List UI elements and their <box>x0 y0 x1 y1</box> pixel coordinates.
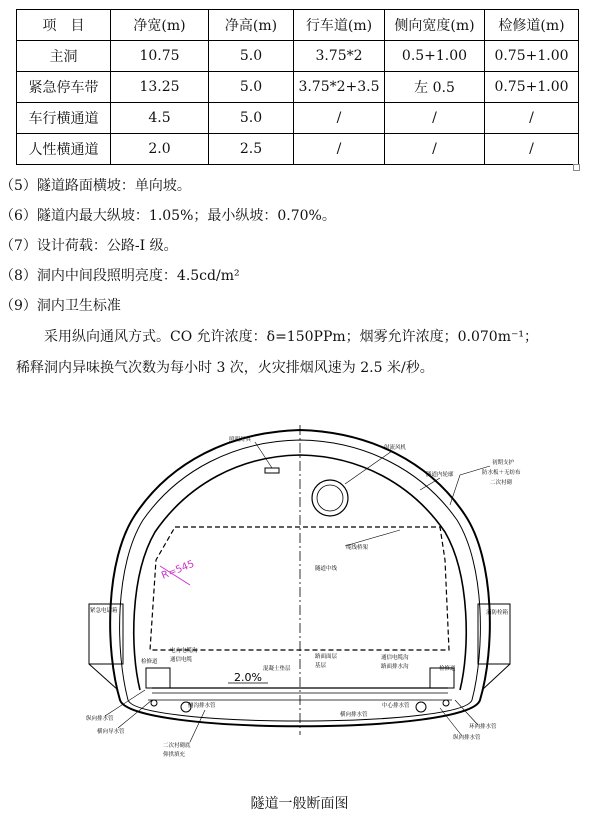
jet-fan-inner <box>317 485 343 511</box>
header-lateral-width: 侧向宽度(m) <box>385 10 485 41</box>
table-cell: / <box>385 103 485 134</box>
label-support-2: 二次衬砌 <box>490 480 513 486</box>
radius-label: R=545 <box>160 558 197 582</box>
label-cable-tray: 缆线桥架 <box>346 545 369 551</box>
right-drain-pipe <box>416 702 426 712</box>
left-service-walk <box>146 668 170 688</box>
table-cell: 2.5 <box>209 134 294 165</box>
paragraph-hygiene-title: （9）洞内卫生标准 <box>0 298 121 314</box>
label-pavement: 路面面层 <box>315 654 338 660</box>
label-right-curb: 检修道 <box>439 666 456 672</box>
leader-fan <box>345 451 392 484</box>
right-small-pipe <box>443 700 449 706</box>
label-right-cable: 通信电缆沟 <box>381 655 409 661</box>
label-bottom-left-3: 二次衬砌底 <box>163 743 191 749</box>
leader-lamp <box>255 442 272 468</box>
table-cell: 5.0 <box>209 103 294 134</box>
label-left-curb: 检修道 <box>141 659 158 665</box>
left-small-pipe <box>151 700 157 706</box>
label-center-line: 隧道中线 <box>315 566 338 572</box>
label-right-box: 消防栓箱 <box>486 610 509 616</box>
table-cell: 0.5+1.00 <box>385 41 485 72</box>
lamp-icon <box>265 468 279 473</box>
label-lining: 隧道内轮廓 <box>426 472 454 478</box>
header-net-height: 净高(m) <box>209 10 294 41</box>
slope-label: 2.0% <box>234 671 262 684</box>
header-service-walk: 检修道(m) <box>485 10 579 41</box>
leader-lining <box>420 478 440 490</box>
header-net-width: 净宽(m) <box>111 10 209 41</box>
table-cell: 5.0 <box>209 72 294 103</box>
paragraph-cross-slope: （5）隧道路面横坡：单向坡。 <box>0 178 191 194</box>
label-left-box: 紧急电话箱 <box>90 608 118 614</box>
label-subbase: 混凝土垫层 <box>263 666 291 672</box>
table-cell: 主洞 <box>17 41 111 72</box>
label-bottom-left-1: 纵向排水管 <box>86 716 114 722</box>
table-cell: 2.0 <box>111 134 209 165</box>
label-bottom-mid: 横向排水管 <box>340 712 368 718</box>
label-support-title: 初期支护 <box>492 460 515 466</box>
figure-caption: 隧道一般断面图 <box>250 796 349 812</box>
label-bottom-left-2: 横向导水管 <box>97 729 125 735</box>
table-cell: 4.5 <box>111 103 209 134</box>
table-cell: 左 0.5 <box>385 72 485 103</box>
table-cell: / <box>294 134 385 165</box>
table-cell: 车行横通道 <box>17 103 111 134</box>
label-right-drain2: 中心排水管 <box>382 703 410 709</box>
table-cell: 3.75*2+3.5 <box>294 72 385 103</box>
table-cell: / <box>385 134 485 165</box>
label-left-drain: 侧沟排水管 <box>188 703 216 709</box>
table-cell: 3.75*2 <box>294 41 385 72</box>
label-fan: 射流风机 <box>384 445 407 451</box>
paragraph-smoke-exhaust: 稀释洞内异味换气次数为每小时 3 次，火灾排烟风速为 2.5 米/秒。 <box>16 360 434 376</box>
label-right-drain: 路面排水沟 <box>381 664 409 670</box>
paragraph-longitudinal-slope: （6）隧道内最大纵坡：1.05%；最小纵坡：0.70%。 <box>0 208 336 224</box>
table-cell: / <box>485 103 579 134</box>
table-cell: / <box>294 103 385 134</box>
table-cell: 人性横通道 <box>17 134 111 165</box>
header-item: 项 目 <box>17 10 111 41</box>
paragraph-lighting: （8）洞内中间段照明亮度：4.5cd/m² <box>0 268 240 284</box>
label-bottom-right-2: 纵向排水管 <box>453 735 481 741</box>
table-cell: 13.25 <box>111 72 209 103</box>
label-bottom-left-4: 仰拱填充 <box>163 752 186 758</box>
paragraph-design-load: （7）设计荷载：公路-I 级。 <box>0 238 178 254</box>
clearance-outline <box>150 527 449 650</box>
table-cell: / <box>485 134 579 165</box>
table-cell: 0.75+1.00 <box>485 41 579 72</box>
table-cell: 0.75+1.00 <box>485 72 579 103</box>
label-support-1: 防水板＋无纺布 <box>482 470 521 476</box>
header-lane: 行车道(m) <box>294 10 385 41</box>
paragraph-ventilation: 采用纵向通风方式。CO 允许浓度：δ=150PPm；烟雾允许浓度；0.070m⁻¹； <box>16 329 538 345</box>
label-bottom-right-1: 环向排水管 <box>469 724 497 730</box>
label-base: 基层 <box>315 663 327 669</box>
label-left-cable: 电力电缆沟 <box>170 648 198 654</box>
leader-cable-tray <box>345 530 400 546</box>
table-cell: 紧急停车带 <box>17 72 111 103</box>
table-cell: 10.75 <box>111 41 209 72</box>
label-top-lamp: 照明灯具 <box>229 437 252 443</box>
leader-bottom-left-3 <box>190 710 205 742</box>
label-left-comm: 通信电缆 <box>170 657 193 663</box>
table-cell: 5.0 <box>209 41 294 72</box>
